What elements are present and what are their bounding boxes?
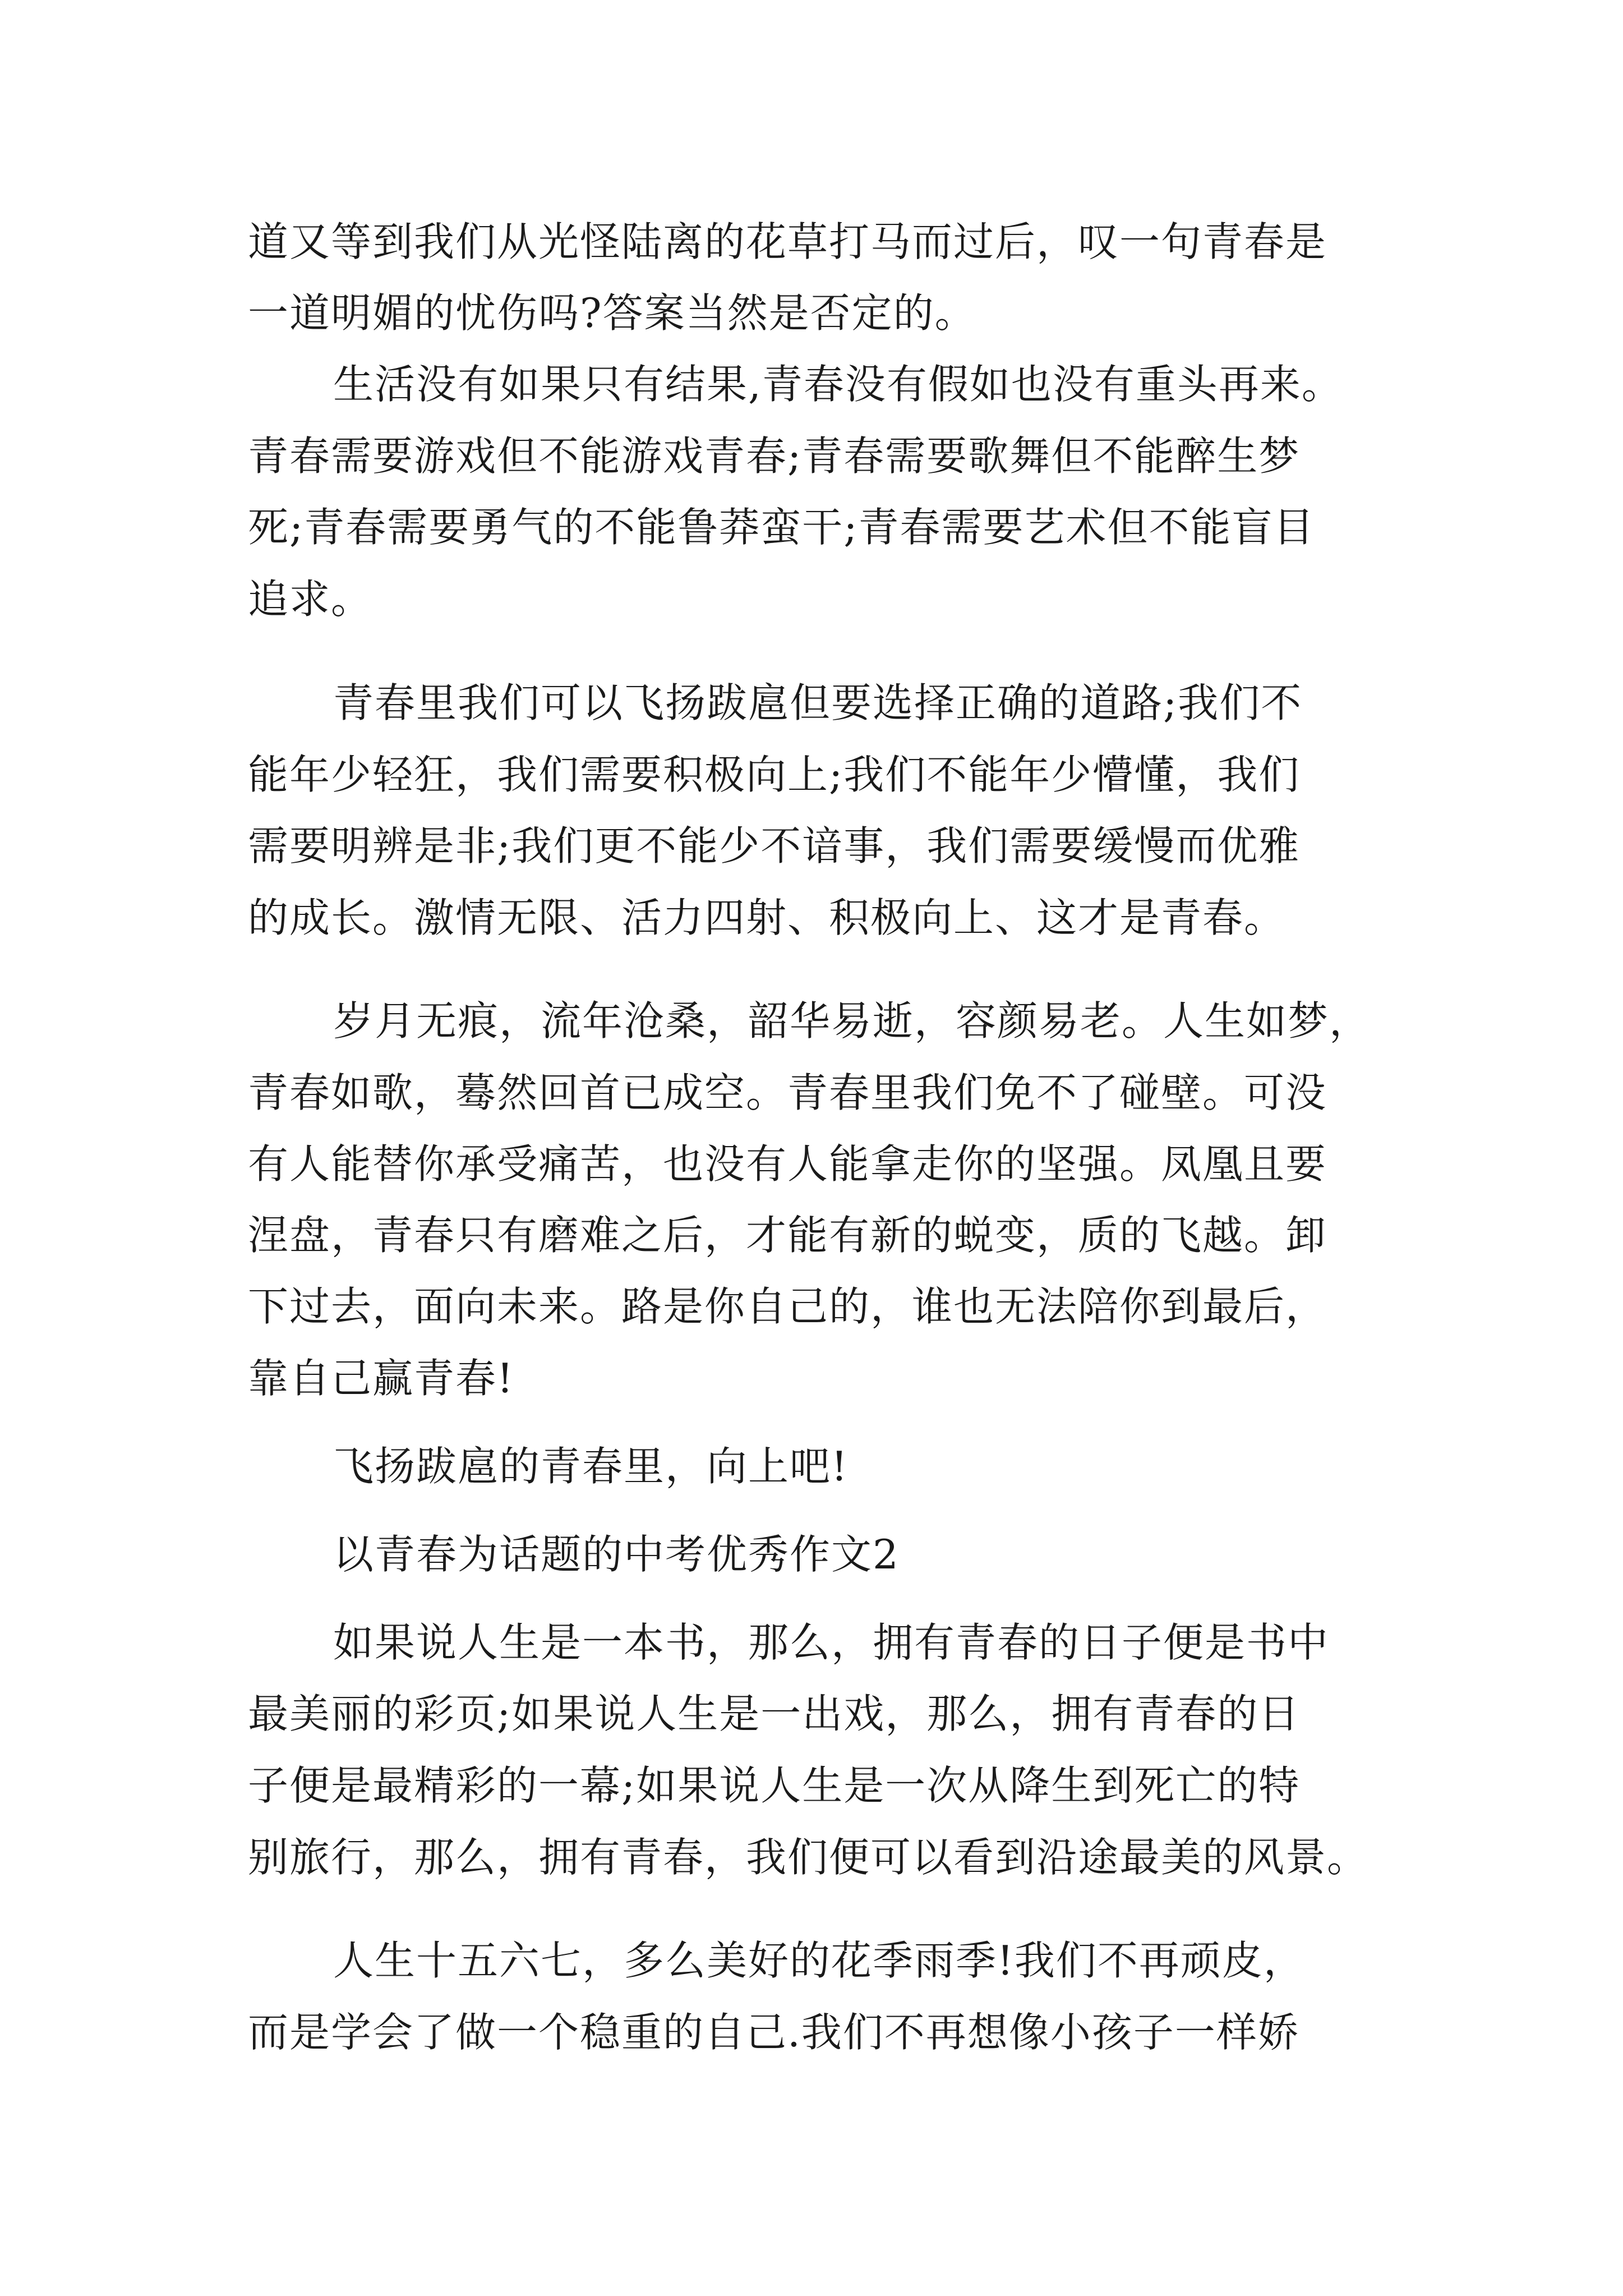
text-line: 能年少轻狂，我们需要积极向上;我们不能年少懵懂，我们 <box>248 751 1301 798</box>
text-line: 有人能替你承受痛苦，也没有人能拿走你的坚强。凤凰且要 <box>248 1140 1327 1188</box>
text-line: 追求。 <box>248 576 373 623</box>
text-line: 的成长。激情无限、活力四射、积极向上、这才是青春。 <box>248 894 1286 941</box>
text-line: 道又等到我们从光怪陆离的花草打马而过后，叹一句青春是 <box>248 218 1327 265</box>
paragraph-first-line: 飞扬跋扈的青春里，向上吧! <box>333 1443 849 1490</box>
paragraph-first-line: 如果说人生是一本书，那么，拥有青春的日子便是书中 <box>333 1619 1330 1666</box>
paragraph-first-line: 岁月无痕，流年沧桑，韶华易逝，容颜易老。人生如梦， <box>333 997 1371 1045</box>
text-line: 靠自己赢青春! <box>248 1355 514 1402</box>
text-line: 涅盘，青春只有磨难之后，才能有新的蜕变，质的飞越。卸 <box>248 1212 1327 1259</box>
text-line: 子便是最精彩的一幕;如果说人生是一次从降生到死亡的特 <box>248 1762 1301 1809</box>
paragraph-first-line: 人生十五六七，多么美好的花季雨季!我们不再顽皮， <box>333 1937 1305 1984</box>
text-line: 一道明媚的忧伤吗?答案当然是否定的。 <box>248 289 976 337</box>
text-line: 死;青春需要勇气的不能鲁莽蛮干;青春需要艺术但不能盲目 <box>248 504 1315 551</box>
text-line: 最美丽的彩页;如果说人生是一出戏，那么，拥有青春的日 <box>248 1690 1301 1737</box>
text-line: 而是学会了做一个稳重的自己.我们不再想像小孩子一样娇 <box>248 2009 1299 2056</box>
paragraph-first-line: 青春里我们可以飞扬跋扈但要选择正确的道路;我们不 <box>333 679 1303 726</box>
text-line: 青春如歌，蓦然回首已成空。青春里我们免不了碰壁。可没 <box>248 1069 1327 1116</box>
text-line: 需要明辨是非;我们更不能少不谙事，我们需要缓慢而优雅 <box>248 822 1301 869</box>
text-line: 青春需要游戏但不能游戏青春;青春需要歌舞但不能醉生梦 <box>248 432 1301 480</box>
text-line: 别旅行，那么，拥有青春，我们便可以看到沿途最美的风景。 <box>248 1834 1369 1881</box>
section-heading: 以青春为话题的中考优秀作文2 <box>333 1531 900 1578</box>
paragraph-first-line: 生活没有如果只有结果,青春没有假如也没有重头再来。 <box>333 361 1343 408</box>
text-line: 下过去，面向未来。路是你自己的，谁也无法陪你到最后， <box>248 1283 1327 1330</box>
